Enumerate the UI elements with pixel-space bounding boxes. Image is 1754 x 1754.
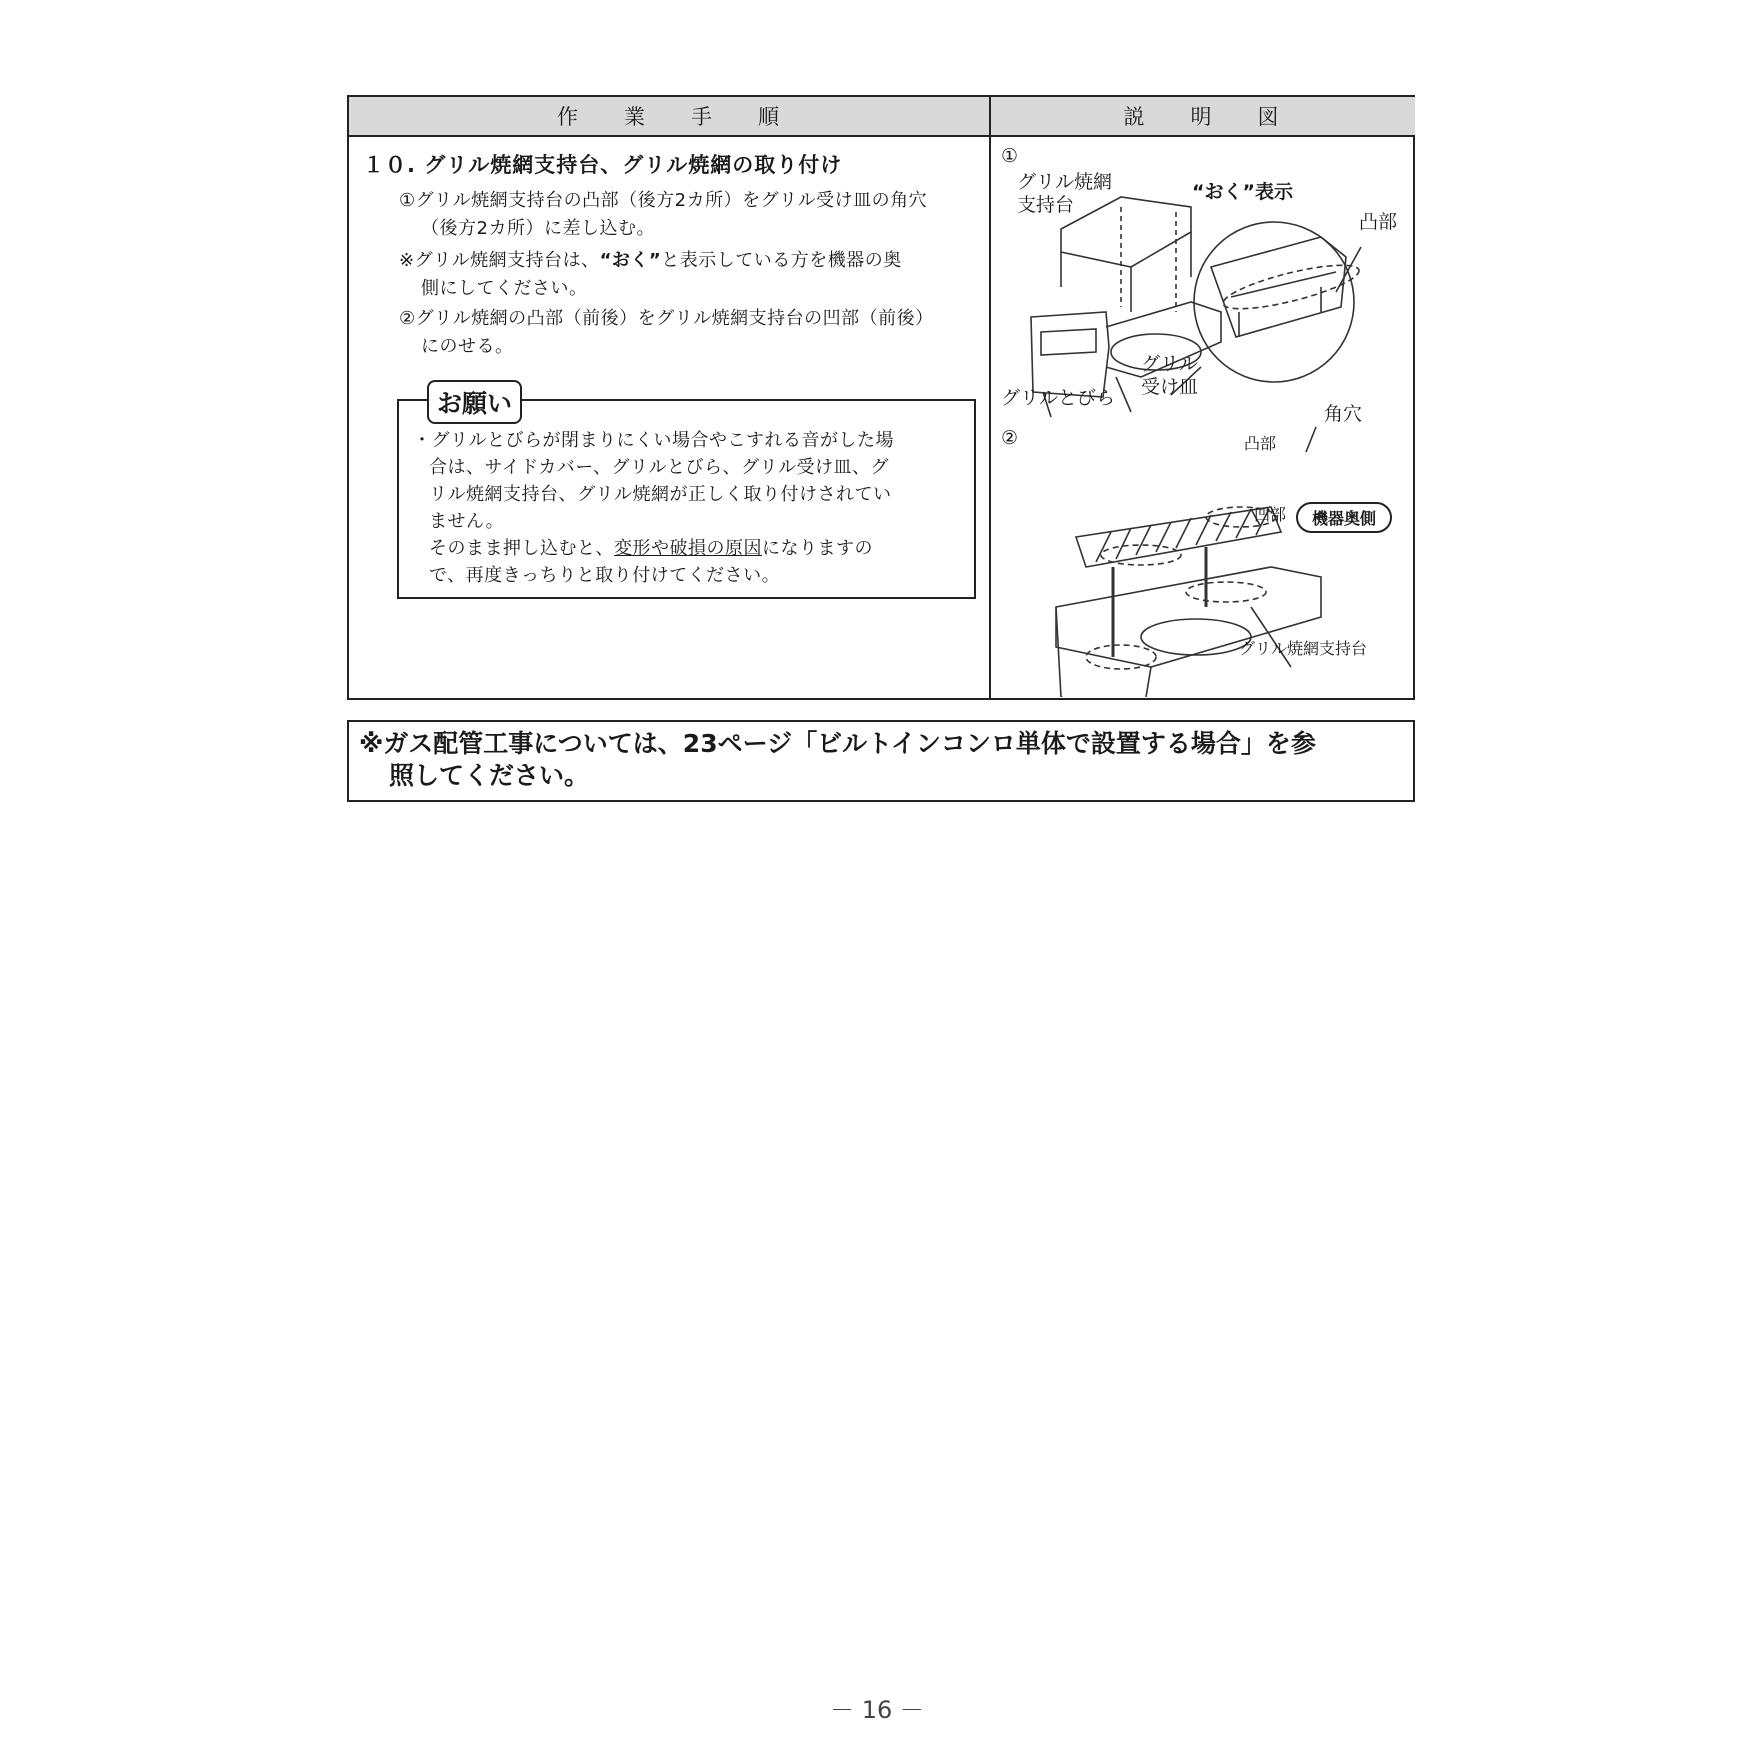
instruction-note (399, 247, 984, 303)
text-line: ※ガス配管工事については、23ページ「ビルトインコンロ単体で設置する場合」を参 (359, 729, 1316, 758)
underlined-warning: 変形や破損の原因 (614, 538, 762, 559)
gas-piping-note-text (359, 728, 1399, 792)
text-line: ・グリルとびらが閉まりにくい場合やこすれる音がした場 (413, 430, 894, 451)
request-tag: お願い (427, 380, 522, 424)
header-char: 業 (624, 105, 647, 129)
label-convex-2: 凸部 (1244, 434, 1277, 453)
header-char: 図 (1257, 105, 1281, 129)
text-part: と表示している方を機器の奥 (661, 250, 902, 271)
text-line: ②グリル焼網の凸部（前後）をグリル焼網支持台の凹部（前後） (399, 308, 934, 329)
figure2-marker: ② (1001, 427, 1019, 449)
label-line: グリル (1141, 353, 1199, 375)
text-line: にのせる。 (421, 336, 514, 357)
header-char: 説 (1123, 105, 1147, 129)
text-line: （後方2カ所）に差し込む。 (421, 218, 655, 239)
oku-emphasis: “おく” (599, 250, 662, 271)
label-concave: 凹部 (1254, 505, 1287, 524)
instruction-1 (399, 187, 984, 243)
header-procedure (349, 97, 989, 137)
text-line (399, 247, 984, 275)
gas-piping-note (347, 720, 1415, 802)
label-support-stand (1017, 171, 1112, 217)
label-grill-door: グリルとびら (1001, 387, 1116, 409)
step-title: １０. グリル焼網支持台、グリル焼網の取り付け (363, 153, 843, 177)
text-line: で、再度きっちりと取り付けてください。 (429, 565, 781, 586)
header-char: 作 (557, 105, 580, 129)
text-line: ません。 (429, 511, 505, 532)
page-number: － 16 － (830, 1696, 924, 1724)
label-support-stand-2: グリル焼網支持台 (1239, 639, 1368, 658)
header-char: 手 (691, 105, 714, 129)
label-convex: 凸部 (1359, 211, 1398, 233)
header-char: 明 (1190, 105, 1214, 129)
label-square-hole: 角穴 (1324, 403, 1363, 425)
label-oku-display: “おく”表示 (1192, 181, 1293, 203)
text-line: 合は、サイドカバー、グリルとびら、グリル受け皿、グ (429, 457, 889, 478)
text-part: そのまま押し込むと、 (429, 538, 614, 559)
text-part: になりますの (762, 538, 873, 559)
instruction-table (347, 95, 1415, 700)
instruction-2 (399, 305, 984, 361)
label-line: 受け皿 (1141, 376, 1199, 398)
header-char: 順 (758, 105, 781, 129)
text-line: 側にしてください。 (421, 278, 588, 299)
request-text (413, 427, 965, 589)
zoom-detail-circle (1194, 222, 1354, 382)
label-line: グリル焼網 (1017, 171, 1113, 193)
text-part: ※グリル焼網支持台は、 (399, 250, 600, 271)
label-line: 支持台 (1017, 194, 1075, 216)
label-grill-pan (1141, 353, 1198, 399)
text-line (413, 535, 965, 562)
text-line: リル焼網支持台、グリル焼網が正しく取り付けされてい (429, 484, 892, 505)
text-line: 照してください。 (389, 761, 590, 790)
text-line: ①グリル焼網支持台の凸部（後方2カ所）をグリル受け皿の角穴 (399, 190, 928, 211)
figure1-marker: ① (1001, 145, 1019, 167)
header-diagram (989, 97, 1415, 137)
label-device-back-badge: 機器奥側 (1296, 502, 1392, 533)
